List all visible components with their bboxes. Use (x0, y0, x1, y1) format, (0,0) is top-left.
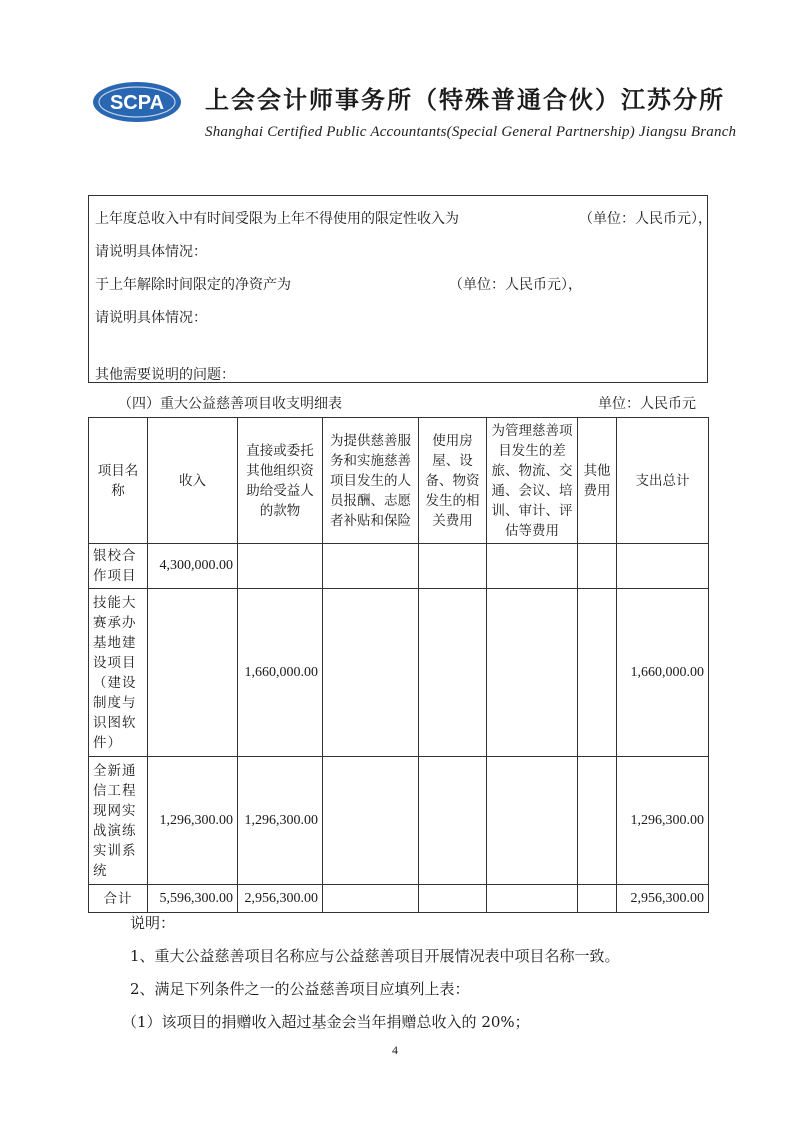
page-number: 4 (392, 1043, 398, 1057)
admin-costs-cell (487, 757, 578, 885)
table-header-row (89, 418, 709, 544)
staff-costs-total (323, 885, 419, 913)
table-total-row (89, 885, 709, 913)
admin-costs-total (487, 885, 578, 913)
table-row (89, 544, 709, 589)
header-direct-aid: 直接或委托其他组织资助给受益人的款物 (238, 418, 323, 544)
other-costs-cell (578, 544, 617, 589)
table-row (89, 589, 709, 757)
direct-aid-total: 2,956,300.00 (238, 885, 323, 913)
note-item-1: 1、重大公益慈善项目名称应与公益慈善项目开展情况表中项目名称一致。 (130, 947, 620, 965)
income-cell: 4,300,000.00 (148, 544, 238, 589)
total-expenditure-cell (617, 544, 709, 589)
header-total-expenditure: 支出总计 (617, 418, 709, 544)
direct-aid-cell (238, 544, 323, 589)
firm-name-en: Shanghai Certified Public Accountants(Special General Partnership) Jiangsu Branch (205, 124, 737, 140)
direct-aid-cell: 1,660,000.00 (238, 589, 323, 757)
restricted-income-line: 上年度总收入中有时间受限为上年不得使用的限定性收入为 (95, 211, 459, 227)
staff-costs-cell (323, 544, 419, 589)
header-staff-costs: 为提供慈善服务和实施慈善项目发生的人员报酬、志愿者补贴和保险 (323, 418, 419, 544)
other-costs-total (578, 885, 617, 913)
direct-aid-cell: 1,296,300.00 (238, 757, 323, 885)
explain-label-2: 请说明具体情况： (95, 310, 207, 326)
notes-heading: 说明： (130, 914, 176, 932)
table-row (89, 757, 709, 885)
note-item-3: （1）该项目的捐赠收入超过基金会当年捐赠总收入的 20%； (122, 1013, 530, 1031)
facility-costs-cell (419, 589, 487, 757)
income-cell: 1,296,300.00 (148, 757, 238, 885)
other-issues-label: 其他需要说明的问题： (95, 367, 235, 383)
total-label: 合计 (89, 885, 148, 913)
staff-costs-cell (323, 757, 419, 885)
facility-costs-total (419, 885, 487, 913)
staff-costs-cell (323, 589, 419, 757)
scpa-logo (92, 80, 182, 124)
header-income: 收入 (148, 418, 238, 544)
income-cell (148, 589, 238, 757)
facility-costs-cell (419, 544, 487, 589)
project-name: 技能大赛承办基地建设项目（建设制度与识图软件） (89, 589, 148, 757)
project-expenditure-table (88, 417, 709, 913)
admin-costs-cell (487, 589, 578, 757)
firm-name-cn: 上会会计师事务所（特殊普通合伙）江苏分所 (205, 86, 725, 114)
facility-costs-cell (419, 757, 487, 885)
released-assets-line: 于上年解除时间限定的净资产为 (95, 277, 291, 293)
explain-label-1: 请说明具体情况： (95, 244, 207, 260)
released-assets-unit: （单位：人民币元）， (449, 277, 582, 293)
note-item-2: 2、满足下列条件之一的公益慈善项目应填列上表： (130, 980, 470, 998)
admin-costs-cell (487, 544, 578, 589)
logo-text: SCPA (109, 92, 165, 114)
restricted-income-box (88, 195, 712, 383)
project-name: 全新通信工程现网实战演练实训系统 (89, 757, 148, 885)
project-name: 银校合作项目 (89, 544, 148, 589)
total-expenditure-cell: 1,660,000.00 (617, 589, 709, 757)
header-facility-costs: 使用房屋、设备、物资发生的相关费用 (419, 418, 487, 544)
header-admin-costs: 为管理慈善项目发生的差旅、物流、交通、会议、培训、审计、评估等费用 (487, 418, 578, 544)
total-expenditure-cell: 1,296,300.00 (617, 757, 709, 885)
expenditure-grand-total: 2,956,300.00 (617, 885, 709, 913)
other-costs-cell (578, 589, 617, 757)
section-title: （四）重大公益慈善项目收支明细表 (118, 396, 342, 412)
restricted-income-unit: （单位：人民币元）， (579, 211, 712, 227)
header-other-costs: 其他费用 (578, 418, 617, 544)
header-project-name: 项目名称 (89, 418, 148, 544)
section-unit: 单位：人民币元 (598, 396, 696, 412)
other-costs-cell (578, 757, 617, 885)
income-total: 5,596,300.00 (148, 885, 238, 913)
